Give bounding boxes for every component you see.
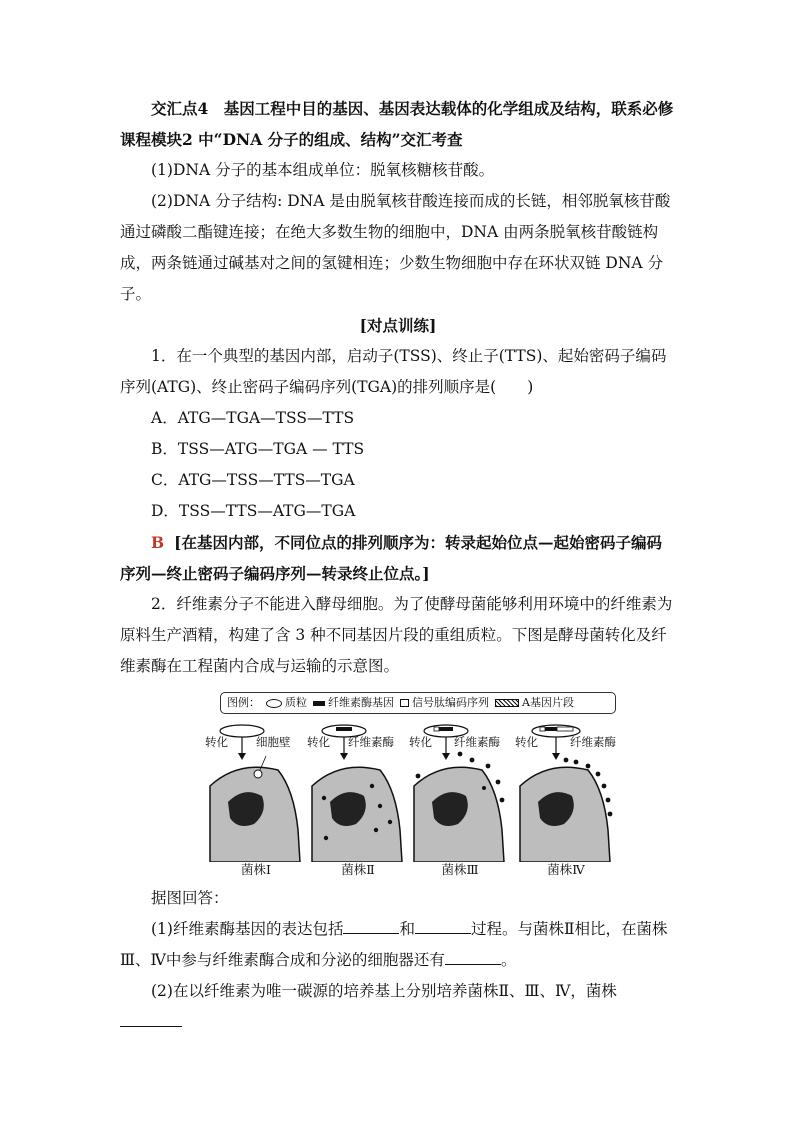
signal-box-symbol-icon (400, 699, 409, 707)
legend-title: 图例： (227, 696, 260, 709)
section-heading: 交汇点4 基因工程中目的基因、基因表达载体的化学组成及结构，联系必修课程模块2 中“DNA 分子的组成、结构”交汇考查 (120, 99, 674, 149)
strain-1-label: 菌株Ⅰ (241, 862, 271, 877)
question-1-answer (120, 527, 676, 589)
option-d: D．TSS—TTS—ATG—TGA (151, 502, 356, 520)
exercise-title: [对点训练] (359, 316, 437, 335)
transform-label: 转化 (515, 735, 538, 749)
question-1-stem: 1．在一个典型的基因内部，启动子(TSS)、终止子(TTS)、起始密码子编码序列(ATG)、终止密码子编码序列(TGA)的排列顺序是( ) (120, 347, 667, 396)
figure-legend (220, 692, 616, 714)
legend-item-a-gene: A基因片段 (495, 693, 574, 713)
transform-label: 转化 (409, 735, 432, 749)
sub-question-1: (1)纤维素酶基因的表达包括 和 过程。与菌株Ⅱ相比，在菌株Ⅲ、Ⅳ中参与纤维素酶合成和分泌的细胞器还有 。 (120, 920, 668, 969)
question-2-stem: 2．纤维素分子不能进入酵母细胞。为了使酵母菌能够利用环境中的纤维素为原料生产酒精，构建了含 3 种不同基因片段的重组质粒。下图是酵母菌转化及纤维素酶在工程菌内合成与运输的示意图。 (120, 595, 673, 675)
answer-explanation: [在基因内部，不同位点的排列顺序为：转录起始位点—起始密码子编码序列—终止密码子编码序列—转录终止位点。] (120, 533, 662, 583)
strain-3-label: 菌株Ⅲ (441, 862, 479, 877)
answer-blank-1[interactable] (343, 932, 399, 934)
legend-item-signal-peptide: 信号肽编码序列 (400, 693, 489, 713)
answer-blank-4[interactable] (120, 1025, 182, 1027)
panel-strain-3 (409, 720, 508, 878)
point-1: (1)DNA 分子的基本组成单位：脱氧核糖核苷酸。 (151, 161, 495, 179)
yeast-transformation-figure (205, 690, 620, 880)
answer-blank-3[interactable] (445, 963, 501, 965)
answer-prompt: 据图回答： (151, 889, 229, 907)
panel-strain-1 (205, 720, 304, 878)
answer-letter: B (151, 533, 165, 552)
legend-item-cellulase-gene: 纤维素酶基因 (313, 693, 394, 713)
plasmid-symbol-icon (266, 699, 282, 708)
legend-item-plasmid: 质粒 (266, 693, 307, 713)
option-c: C．ATG—TSS—TTS—TGA (151, 471, 355, 489)
cell-wall-label: 细胞壁 (256, 735, 291, 749)
hatched-bar-symbol-icon (495, 699, 519, 707)
gene-bar-symbol-icon (313, 701, 325, 706)
cellulase-label: 纤维素酶 (570, 735, 616, 749)
strain-2-label: 菌株Ⅱ (341, 862, 375, 877)
cellulase-label: 纤维素酶 (348, 735, 394, 749)
strain-4-label: 菌株Ⅳ (547, 862, 585, 877)
panel-strain-4 (515, 720, 616, 878)
transform-label: 转化 (307, 735, 330, 749)
sub-question-2: (2)在以纤维素为唯一碳源的培养基上分别培养菌株Ⅱ、Ⅲ、Ⅳ，菌株 (120, 976, 676, 1038)
panel-strain-2 (307, 720, 406, 878)
point-2: (2)DNA 分子结构: DNA 是由脱氧核苷酸连接而成的长链，相邻脱氧核苷酸通过磷酸二酯键连接；在绝大多数生物的细胞中，DNA 由两条脱氧核苷酸链构成，两条链通过碱基对之间的氢键相连；少数生物细胞中存在环状双链 DNA 分子。 (120, 192, 671, 303)
option-a: A．ATG—TGA—TSS—TTS (151, 409, 355, 427)
cellulase-label: 纤维素酶 (454, 735, 500, 749)
answer-blank-2[interactable] (415, 932, 471, 934)
option-b: B．TSS—ATG—TGA — TTS (151, 440, 365, 458)
transform-label: 转化 (205, 735, 228, 749)
